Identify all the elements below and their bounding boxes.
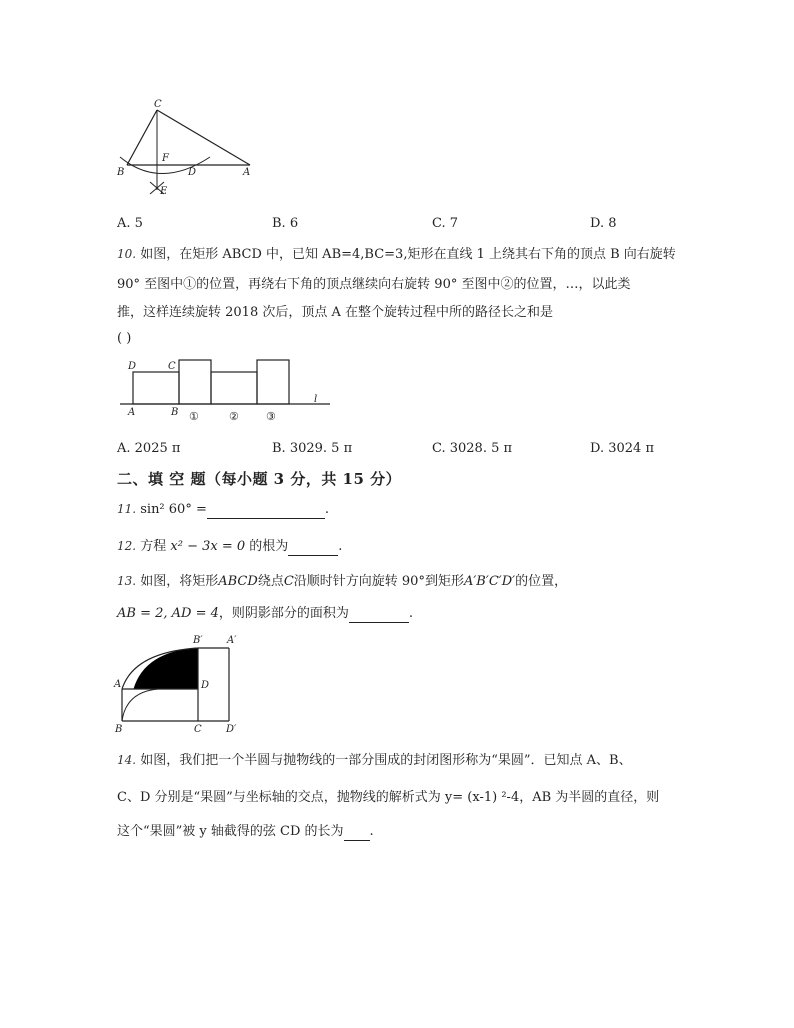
label-e: E xyxy=(160,186,168,197)
q13-abcd: ABCD xyxy=(218,574,258,589)
q9-option-a: A. 5 xyxy=(117,216,143,231)
q12-blank xyxy=(288,539,338,556)
q10-option-c: C. 3028. 5 π xyxy=(432,441,513,456)
q10-label-a: A xyxy=(128,407,136,418)
q11-period: . xyxy=(324,502,329,517)
section-2-title: 二、填 空 题（每小题 3 分，共 15 分） xyxy=(117,470,402,488)
label-c: C xyxy=(154,99,162,110)
q14-line-1 xyxy=(117,752,632,769)
q10-number: 10. xyxy=(117,247,137,261)
q13-line-1 xyxy=(117,573,567,590)
q9-option-b: B. 6 xyxy=(272,216,299,231)
q13-label-c: C xyxy=(194,724,202,735)
q11-line xyxy=(117,501,329,519)
q10-label-b: B xyxy=(171,407,179,418)
figure-q13-rotation xyxy=(112,632,247,737)
q13-text-2b: ，则阴影部分的面积为 xyxy=(218,606,349,621)
q10-text-1: 如图，在矩形 ABCD 中，已知 AB=4,BC=3,矩形在直线 1 上绕其右下角的顶点 B 向右旋转 xyxy=(140,247,676,262)
q11-number: 11. xyxy=(117,502,137,516)
q10-label-3: ③ xyxy=(266,410,276,423)
q13-label-d-prime: D′ xyxy=(226,724,237,735)
q13-label-b: B xyxy=(115,724,123,735)
q10-label-l: l xyxy=(314,394,318,405)
q14-line-2: C、D 分别是“果圆”与坐标轴的交点，抛物线的解析式为 y= (x-1) ²-4，AB 为半圆的直径，则 xyxy=(117,790,660,805)
q13-text-1c: 绕点 xyxy=(257,574,284,589)
q10-line-3: 推，这样连续旋转 2018 次后，顶点 A 在整个旋转过程中所的路径长之和是 xyxy=(117,305,554,320)
q10-option-b: B. 3029. 5 π xyxy=(272,441,353,456)
q12-number: 12. xyxy=(117,539,137,553)
q13-text-1g: 的位置， xyxy=(515,574,568,589)
q14-text-1: 如图，我们把一个半圆与抛物线的一部分围成的封闭图形称为“果圆”．已知点 A、B、 xyxy=(140,753,632,768)
q14-line-3 xyxy=(117,824,374,841)
q10-option-a: A. 2025 π xyxy=(117,441,181,456)
q10-line-1 xyxy=(117,246,676,263)
q13-line-2 xyxy=(117,606,413,623)
q14-blank xyxy=(344,824,370,841)
q12-line xyxy=(117,538,342,556)
q13-label-b-prime: B′ xyxy=(193,635,203,646)
q10-label-2: ② xyxy=(229,410,239,423)
q9-option-c: C. 7 xyxy=(432,216,459,231)
q14-text-3: 这个“果圆”被 y 轴截得的弦 CD 的长为 xyxy=(117,824,344,839)
q10-answer-paren: ( ) xyxy=(117,331,132,346)
label-a: A xyxy=(243,167,251,178)
q13-text-1e: 沿顺时针方向旋转 90°到矩形 xyxy=(293,574,464,589)
q13-label-a-prime: A′ xyxy=(227,635,237,646)
figure-q9-triangle xyxy=(105,95,265,205)
q14-number: 14. xyxy=(117,753,137,767)
q11-blank xyxy=(207,502,325,519)
q14-period: . xyxy=(369,824,374,839)
q12-period: . xyxy=(338,539,343,554)
label-d: D xyxy=(188,167,197,178)
q13-label-d: D xyxy=(201,680,210,691)
q10-label-c: C xyxy=(168,361,176,372)
q12-equation: x² − 3x = 0 xyxy=(170,539,246,554)
q13-label-a: A xyxy=(114,679,122,690)
q13-given: AB = 2, AD = 4 xyxy=(117,606,219,621)
q13-number: 13. xyxy=(117,574,137,588)
q13-period: . xyxy=(408,606,414,621)
figure-q10-rectangles xyxy=(115,352,335,427)
q13-text-1a: 如图，将矩形 xyxy=(140,574,219,589)
q13-blank xyxy=(349,606,409,623)
q10-label-1: ① xyxy=(189,410,199,423)
q12-text-middle: 的根为 xyxy=(249,539,289,554)
q13-abcd-prime: A′B′C′D′ xyxy=(463,574,516,589)
q13-point-c: C xyxy=(283,574,294,589)
q11-text: sin² 60° = xyxy=(140,502,207,517)
q10-line-2: 90° 至图中①的位置，再绕右下角的顶点继续向右旋转 90° 至图中②的位置，…，以此类 xyxy=(117,277,631,292)
label-b: B xyxy=(117,167,125,178)
q10-label-d: D xyxy=(128,361,137,372)
label-f: F xyxy=(162,153,169,164)
q9-option-d: D. 8 xyxy=(590,216,617,231)
q10-option-d: D. 3024 π xyxy=(590,441,654,456)
q12-text-before: 方程 xyxy=(140,539,167,554)
